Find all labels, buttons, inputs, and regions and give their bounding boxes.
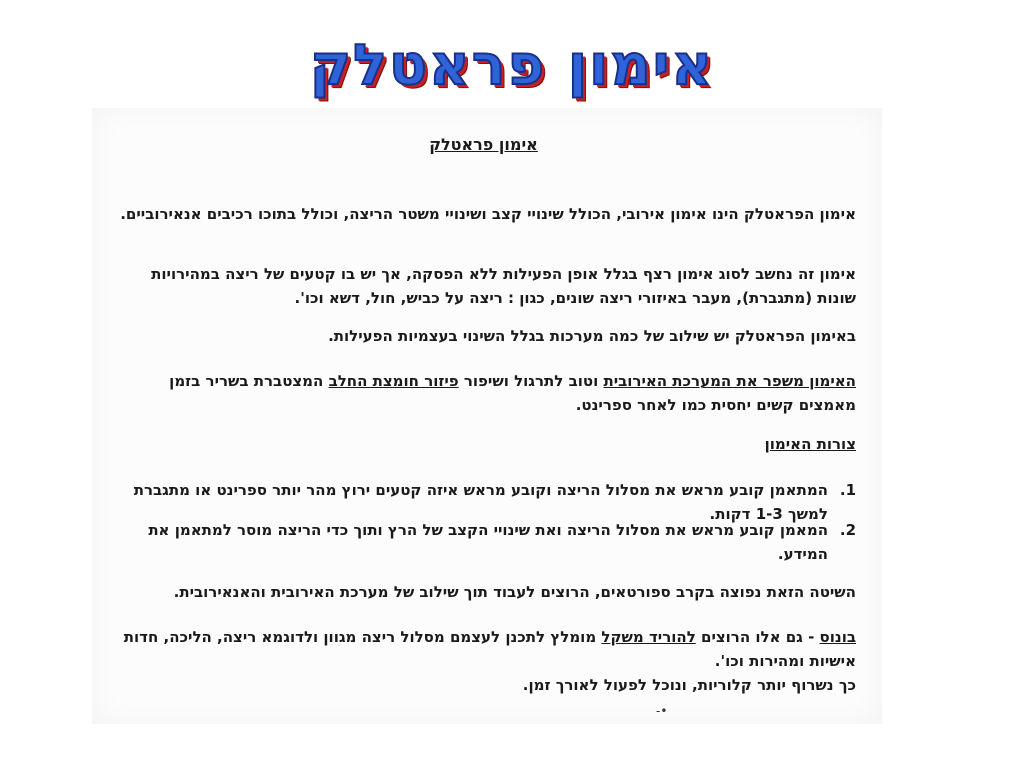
paragraph-continuous-training: אימון זה נחשב לסוג אימון רצף בגלל אופן הפעילות ללא הפסקה, אך יש בו קטעים של ריצה במהירויות שונות (מתגברת), מעבר באיזורי ריצה שונים, כגון : ריצה על כביש, חול, דשא וכו'. <box>151 265 856 307</box>
aerobic-system-text: האימון משפר את המערכת האירובית <box>603 372 856 390</box>
paragraph-benefits-text-a: וטוב לתרגול ושיפור <box>458 372 604 390</box>
paragraph-intro: אימון הפראטלק הינו אימון אירובי, הכולל שינויי קצב ושינויי משטר הריצה, וכולל בתוכו רכיבים אנאירוביים. <box>120 205 856 223</box>
paragraph-benefits <box>111 369 856 417</box>
list-item-number: 2. <box>839 521 856 539</box>
paragraph-benefits-text-b: המצטברת בשריר בזמן מאמצים קשים יחסית כמו לאחר ספרינט. <box>169 372 856 414</box>
bonus-text-c: כך נשרוף יותר קלוריות, ונוכל לפעול לאורך זמן. <box>522 676 856 694</box>
list-item-text: המאמן קובע מראש את מסלול הריצה ואת שינויי הקצב של הרץ ותוך כדי הריצה מוסר למתאמן את המידע. <box>148 521 828 563</box>
bonus-label: בונוס <box>819 628 856 646</box>
list-item-text: המתאמן קובע מראש את מסלול הריצה וקובע מראש איזה קטעים ירוץ מהר יותר ספרינט או מתגברת למשך 1-3 דקות. <box>133 481 828 523</box>
document-title: אימון פראטלק <box>429 135 538 154</box>
bonus-text-b: מומלץ לתכנן לעצמם מסלול ריצה מגוון ולדוגמא ריצה, הליכה, חדות אישיות ומהירות וכו'. <box>123 628 856 670</box>
paragraph-method-popularity: השיטה הזאת נפוצה בקרב ספורטאים, הרוצים לעבוד תוך שילוב של מערכת האירובית והאנאירובית. <box>173 583 856 601</box>
scan-mark <box>656 704 666 707</box>
section-heading-training-forms: צורות האימון <box>764 435 856 453</box>
slide-title: אימון פראטלק <box>309 33 715 98</box>
lactic-acid-text: פיזור חומצת החלב <box>328 372 459 390</box>
list-item-number: 1. <box>839 481 856 499</box>
bonus-text-a: - גם אלו הרוצים <box>695 628 820 646</box>
paragraph-bonus <box>111 625 856 697</box>
list-item <box>111 518 856 566</box>
weight-loss-text: להוריד משקל <box>601 628 696 646</box>
paragraph-systems: באימון הפראטלק יש שילוב של כמה מערכות בגלל השינוי בעצמיות הפעילות. <box>328 327 856 345</box>
